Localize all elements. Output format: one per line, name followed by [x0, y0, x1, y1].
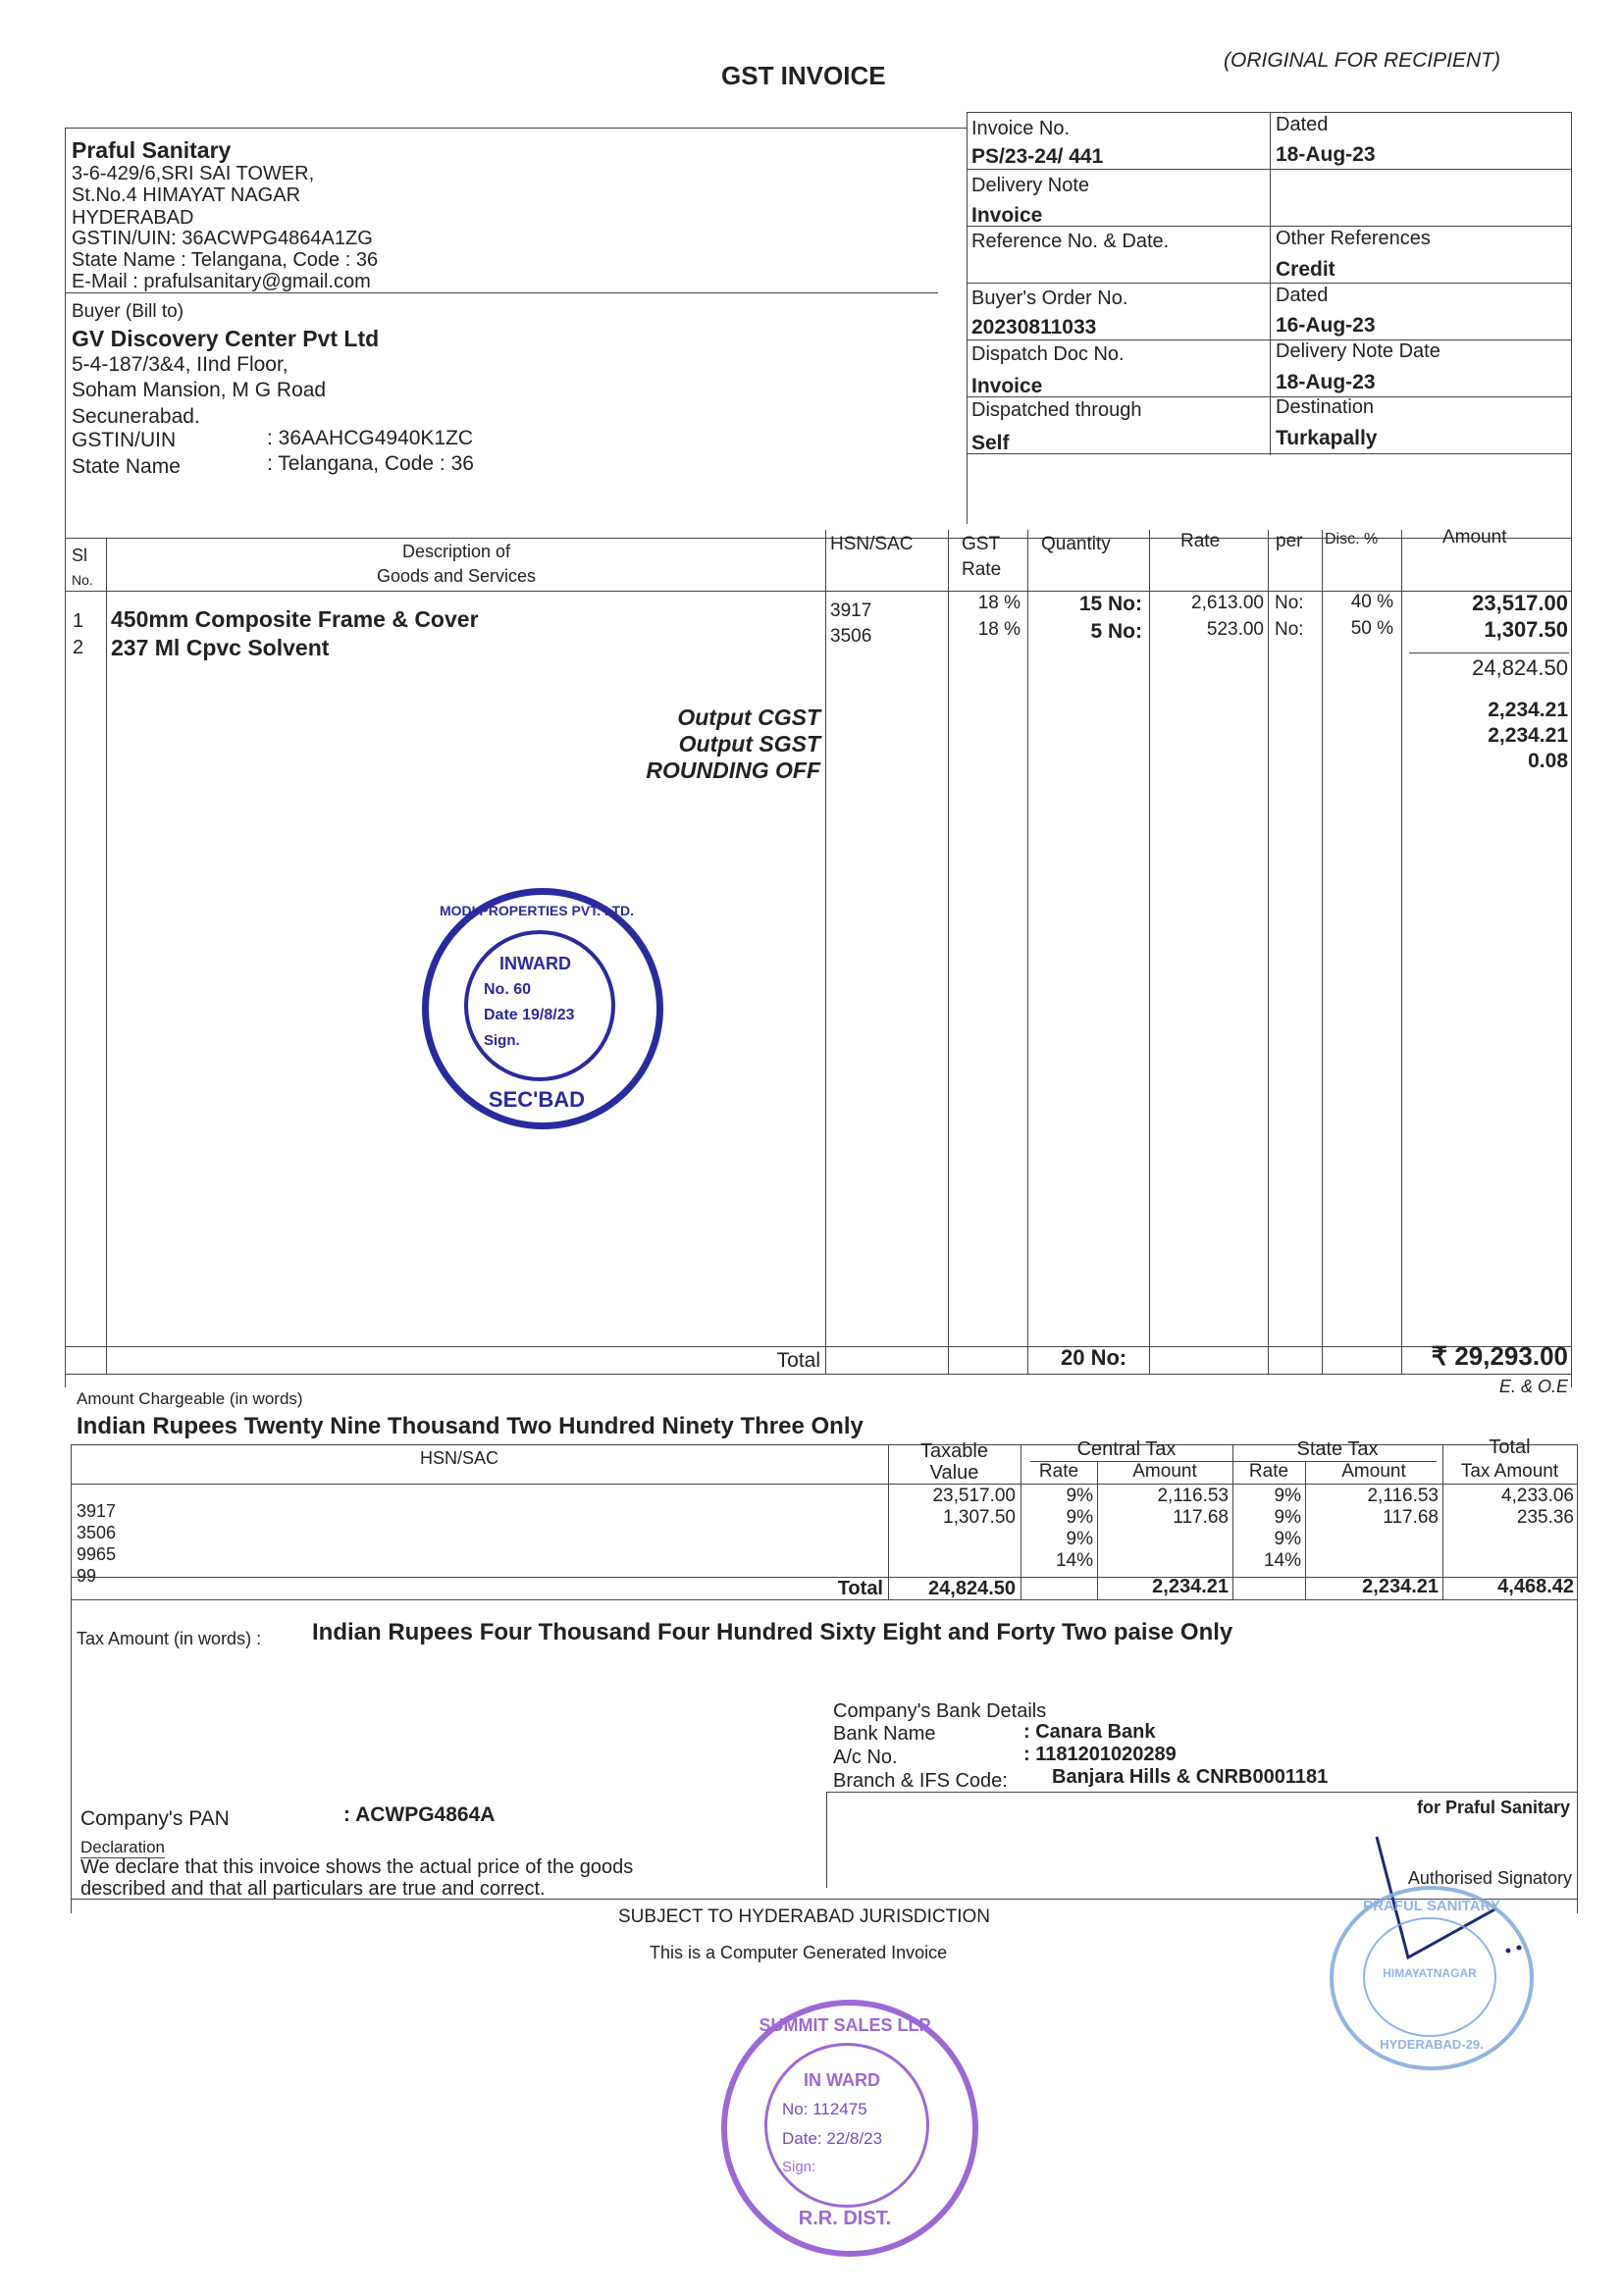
- tax-cell-c-amt: 117.68: [1173, 1507, 1229, 1528]
- col-hsn: HSN/SAC: [830, 534, 914, 554]
- declaration-label: Declaration: [80, 1838, 165, 1856]
- branch-ifsc: Banjara Hills & CNRB0001181: [1052, 1766, 1329, 1788]
- tax-col-total: Total: [1489, 1436, 1531, 1458]
- tax-col-state: State Tax: [1296, 1438, 1379, 1460]
- col-rate: Rate: [1180, 531, 1221, 551]
- col-description: Description of: [401, 542, 511, 561]
- col-quantity: Quantity: [1041, 534, 1111, 554]
- pan-value: : ACWPG4864A: [343, 1803, 496, 1826]
- delivery-note-date: 18-Aug-23: [1276, 371, 1376, 393]
- tax-col-hsn: HSN/SAC: [420, 1448, 499, 1468]
- stamp-top-text: SUMMIT SALES LLP: [759, 2015, 931, 2035]
- bank-name: : Canara Bank: [1023, 1721, 1156, 1743]
- tax-line-label: Output CGST: [677, 704, 820, 730]
- tax-col-central: Central Tax: [1076, 1438, 1177, 1460]
- stamp-bottom-text: HYDERABAD-29.: [1380, 2037, 1484, 2052]
- col-per: per: [1276, 531, 1303, 551]
- stamp-date: Date: 22/8/23: [782, 2129, 883, 2148]
- buyer-state-label: State Name: [72, 455, 181, 478]
- row-rate: 523.00: [1206, 619, 1264, 640]
- bank-name-value: Canara Bank: [1035, 1721, 1156, 1743]
- tax-total-taxable: 24,824.50: [928, 1578, 1016, 1599]
- col-gst-rate: Rate: [962, 559, 1002, 580]
- row-description: 237 Ml Cpvc Solvent: [111, 635, 330, 660]
- total-quantity: 20 No:: [1061, 1345, 1127, 1370]
- tax-cell-taxable: 1,307.50: [943, 1507, 1016, 1528]
- delivery-note-label: Delivery Note: [971, 175, 1090, 196]
- tax-col-taxable: Taxable: [920, 1440, 988, 1462]
- dispatch-doc-label: Dispatch Doc No.: [971, 343, 1125, 365]
- other-ref: Credit: [1276, 258, 1335, 281]
- modi-properties-stamp: [422, 888, 663, 1129]
- account-number: : 1181201020289: [1023, 1744, 1177, 1765]
- buyer-address-line: 5-4-187/3&4, IInd Floor,: [72, 353, 288, 376]
- summit-sales-stamp: [721, 2000, 978, 2257]
- delivery-note-date-label: Delivery Note Date: [1276, 340, 1440, 362]
- stamp-top-text: MODI PROPERTIES PVT. LTD.: [439, 903, 635, 918]
- order-dated-label: Dated: [1276, 285, 1329, 306]
- tax-cell-s-amt: 2,116.53: [1367, 1486, 1439, 1506]
- tax-hsn-code: 99: [77, 1566, 97, 1586]
- stamp-inward: IN WARD: [804, 2070, 880, 2090]
- authorised-signatory: Authorised Signatory: [1407, 1868, 1572, 1888]
- row-sl: 1: [73, 610, 84, 632]
- stamp-sign: Sign:: [782, 2159, 816, 2175]
- copy-label: (ORIGINAL FOR RECIPIENT): [1224, 49, 1500, 72]
- declaration-line: We declare that this invoice shows the actual price of the goods: [80, 1856, 634, 1878]
- buyer-state-value: : Telangana, Code : 36: [267, 452, 474, 475]
- seller-gstin: GSTIN/UIN: 36ACWPG4864A1ZG: [72, 228, 373, 249]
- order-dated: 16-Aug-23: [1276, 314, 1376, 337]
- tax-col-total-2: Tax Amount: [1460, 1461, 1559, 1482]
- stamp-date: Date 19/8/23: [484, 1007, 575, 1023]
- dated-label: Dated: [1276, 114, 1329, 135]
- row-hsn: 3506: [830, 626, 872, 647]
- reference-label: Reference No. & Date.: [971, 231, 1170, 252]
- tax-hsn-code: 9965: [77, 1544, 117, 1564]
- tax-cell-c-amt: 2,116.53: [1157, 1486, 1229, 1506]
- seller-email: E-Mail : prafulsanitary@gmail.com: [72, 271, 371, 292]
- tax-words-label: Tax Amount (in words) :: [77, 1629, 262, 1648]
- pan-number: ACWPG4864A: [355, 1803, 496, 1826]
- tax-cell-c-rate: 9%: [1066, 1486, 1093, 1506]
- buyer-label: Buyer (Bill to): [72, 301, 184, 322]
- buyer-gstin-label: GSTIN/UIN: [72, 429, 177, 451]
- tax-col-state-amount: Amount: [1341, 1461, 1406, 1482]
- seller-address-line: HYDERABAD: [72, 207, 194, 229]
- stamp-bottom-text: SEC'BAD: [488, 1087, 586, 1112]
- dispatched-through: Self: [971, 432, 1010, 454]
- jurisdiction-note: SUBJECT TO HYDERABAD JURISDICTION: [618, 1906, 991, 1927]
- tax-words: Indian Rupees Four Thousand Four Hundred Sixty Eight and Forty Two paise Only: [312, 1619, 1233, 1645]
- row-qty: 5 No:: [1090, 620, 1142, 643]
- stamp-top-text: PRAFUL SANITARY: [1363, 1898, 1500, 1914]
- tax-col-central-amount: Amount: [1132, 1461, 1197, 1482]
- row-amount: 1,307.50: [1484, 617, 1568, 642]
- amount-words-label: Amount Chargeable (in words): [77, 1389, 303, 1408]
- praful-sanitary-stamp: [1330, 1886, 1534, 2070]
- tax-col-taxable-2: Value: [929, 1462, 979, 1484]
- tax-line-amount: 0.08: [1528, 750, 1568, 772]
- col-sl: Sl: [72, 546, 88, 565]
- row-qty: 15 No:: [1078, 593, 1142, 615]
- tax-line-amount: 2,234.21: [1488, 699, 1568, 721]
- buyer-address-line: Soham Mansion, M G Road: [72, 379, 327, 401]
- eoe-label: E. & O.E: [1498, 1377, 1568, 1396]
- tax-cell-total: 4,233.06: [1501, 1486, 1574, 1506]
- frame-left: [65, 128, 66, 1387]
- stamp-center-text: HIMAYATNAGAR: [1383, 1966, 1477, 1980]
- tax-cell-s-rate: 9%: [1274, 1529, 1301, 1549]
- tax-cell-c-rate: 14%: [1055, 1550, 1093, 1571]
- bank-title: Company's Bank Details: [833, 1700, 1047, 1722]
- computer-generated-note: This is a Computer Generated Invoice: [650, 1943, 948, 1962]
- stamp-inward: INWARD: [499, 954, 571, 973]
- tax-line-label: ROUNDING OFF: [646, 757, 820, 783]
- tax-cell-s-rate: 9%: [1274, 1486, 1301, 1506]
- subtotal: 24,824.50: [1472, 655, 1568, 680]
- subtotal-rule: [1409, 652, 1569, 653]
- for-company: for Praful Sanitary: [1416, 1798, 1570, 1817]
- row-gst: 18 %: [977, 593, 1021, 613]
- tax-cell-c-rate: 9%: [1066, 1529, 1093, 1549]
- tax-cell-total: 235.36: [1516, 1507, 1574, 1528]
- row-gst: 18 %: [977, 619, 1021, 640]
- tax-total-amount: 4,468.42: [1497, 1576, 1574, 1597]
- tax-hsn-code: 3917: [77, 1501, 117, 1521]
- stamp-no: No. 60: [484, 981, 532, 998]
- account-label: A/c No.: [833, 1747, 898, 1768]
- frame-right: [1571, 112, 1572, 1387]
- tax-line-amount: 2,234.21: [1488, 724, 1568, 747]
- row-amount: 23,517.00: [1472, 591, 1568, 615]
- delivery-note: Invoice: [971, 204, 1043, 227]
- tax-cell-s-rate: 14%: [1263, 1550, 1301, 1571]
- tax-total-central: 2,234.21: [1152, 1576, 1229, 1597]
- total-amount: ₹ 29,293.00: [1431, 1341, 1568, 1371]
- amount-words: Indian Rupees Twenty Nine Thousand Two Hundred Ninety Three Only: [77, 1413, 864, 1439]
- seller-divider: [65, 292, 938, 293]
- stamp-bottom-text: R.R. DIST.: [798, 2208, 892, 2229]
- buyer-address-line: Secunerabad.: [72, 405, 200, 428]
- tax-col-state-rate: Rate: [1248, 1461, 1289, 1482]
- tax-col-central-rate: Rate: [1038, 1461, 1079, 1482]
- row-sl: 2: [73, 637, 84, 658]
- total-label: Total: [776, 1349, 820, 1372]
- col-amount: Amount: [1442, 527, 1507, 548]
- seller-address-line: St.No.4 HIMAYAT NAGAR: [72, 184, 301, 206]
- stamp-sign: Sign.: [484, 1032, 520, 1049]
- col-gst: GST: [962, 534, 1001, 554]
- dispatch-doc: Invoice: [971, 375, 1043, 397]
- row-per: No:: [1275, 593, 1304, 613]
- row-rate: 2,613.00: [1191, 593, 1264, 613]
- row-hsn: 3917: [830, 600, 872, 621]
- tax-cell-s-amt: 117.68: [1383, 1507, 1439, 1528]
- branch-label: Branch & IFS Code:: [833, 1770, 1008, 1792]
- buyer-name: GV Discovery Center Pvt Ltd: [72, 326, 380, 351]
- tax-line-label: Output SGST: [678, 731, 820, 757]
- invoice-no-label: Invoice No.: [971, 118, 1071, 139]
- buyer-gstin-value: : 36AAHCG4940K1ZC: [267, 427, 474, 449]
- tax-total-label: Total: [837, 1578, 883, 1599]
- col-description-2: Goods and Services: [376, 566, 537, 586]
- buyers-order: 20230811033: [971, 316, 1097, 339]
- buyers-order-label: Buyer's Order No.: [971, 287, 1128, 309]
- declaration-line: described and that all particulars are true and correct.: [80, 1878, 546, 1900]
- col-sl-no: No.: [72, 572, 93, 588]
- tax-total-state: 2,234.21: [1362, 1576, 1439, 1597]
- seller-state: State Name : Telangana, Code : 36: [72, 249, 379, 271]
- tax-cell-taxable: 23,517.00: [932, 1486, 1016, 1506]
- tax-hsn-code: 3506: [77, 1523, 117, 1542]
- account-number-value: 1181201020289: [1035, 1744, 1177, 1765]
- meta-top: [967, 112, 1571, 113]
- tax-cell-s-rate: 9%: [1274, 1507, 1301, 1528]
- stamp-no: No: 112475: [782, 2100, 867, 2118]
- row-per: No:: [1275, 619, 1304, 640]
- page-title: GST INVOICE: [721, 61, 886, 90]
- invoice-no: PS/23-24/ 441: [971, 145, 1104, 168]
- destination-label: Destination: [1276, 396, 1375, 418]
- destination: Turkapally: [1276, 427, 1378, 449]
- col-disc: Disc. %: [1325, 531, 1379, 548]
- frame-top: [65, 128, 968, 129]
- other-ref-label: Other References: [1276, 228, 1431, 249]
- seller-address-line: 3-6-429/6,SRI SAI TOWER,: [72, 163, 315, 184]
- row-disc: 40 %: [1350, 592, 1393, 612]
- seller-name: Praful Sanitary: [72, 137, 232, 163]
- tax-cell-c-rate: 9%: [1066, 1507, 1093, 1528]
- pan-label: Company's PAN: [80, 1807, 230, 1830]
- invoice-date: 18-Aug-23: [1276, 143, 1376, 166]
- dispatched-through-label: Dispatched through: [971, 399, 1142, 421]
- bank-name-label: Bank Name: [833, 1723, 936, 1745]
- row-disc: 50 %: [1350, 618, 1393, 639]
- row-description: 450mm Composite Frame & Cover: [111, 606, 479, 632]
